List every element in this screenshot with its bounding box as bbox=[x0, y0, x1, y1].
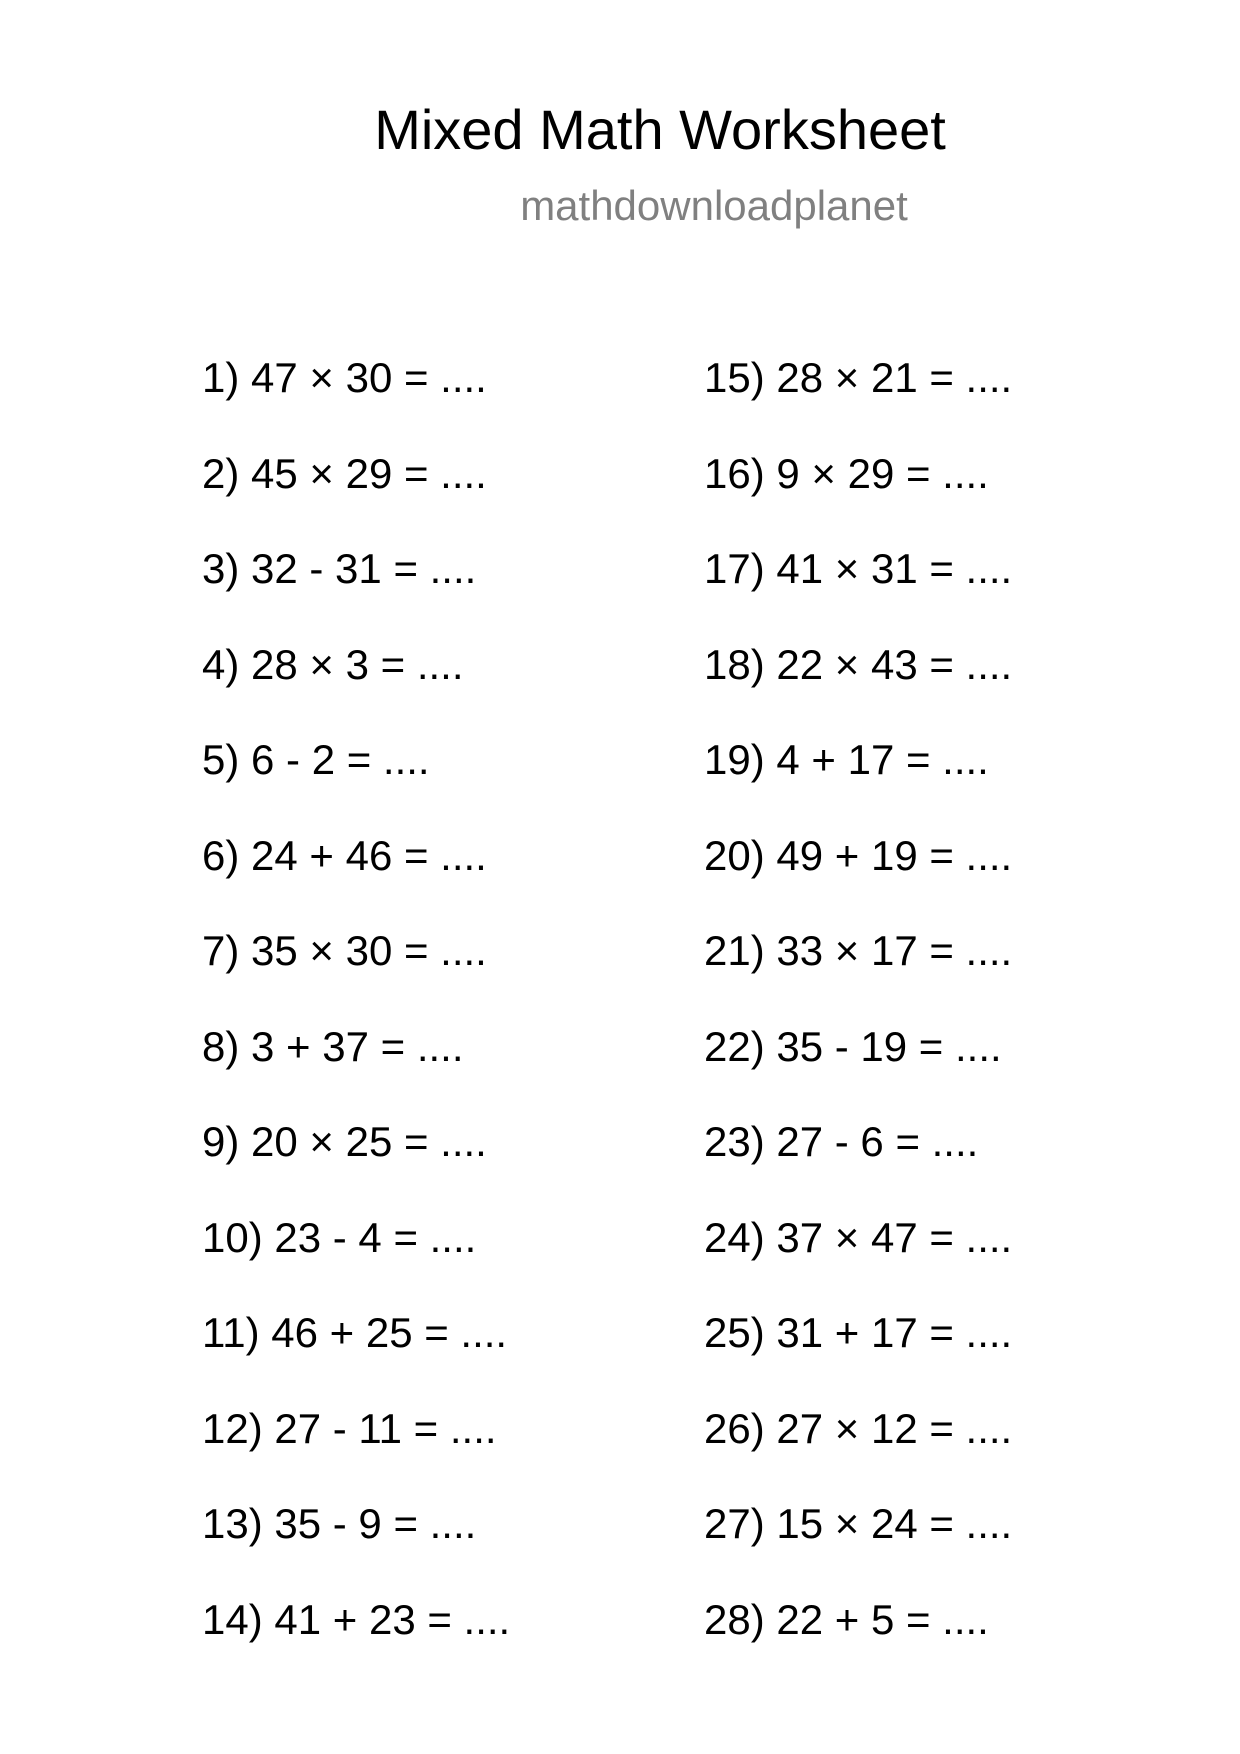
problem-column-right bbox=[704, 348, 1012, 1685]
problem-17: 17) 41 × 31 = .... bbox=[704, 545, 1013, 592]
problem-27: 27) 15 × 24 = .... bbox=[704, 1500, 1013, 1547]
problem-25: 25) 31 + 17 = .... bbox=[704, 1309, 1013, 1356]
problem-10: 10) 23 - 4 = .... bbox=[202, 1213, 477, 1261]
worksheet-title: Mixed Math Worksheet bbox=[374, 98, 946, 161]
problem-8: 8) 3 + 37 = .... bbox=[202, 1022, 464, 1070]
problem-11: 11) 46 + 25 = .... bbox=[202, 1309, 508, 1356]
problem-20: 20) 49 + 19 = .... bbox=[704, 831, 1013, 879]
problem-15: 15) 28 × 21 = .... bbox=[704, 354, 1013, 401]
problem-19: 19) 4 + 17 = .... bbox=[704, 736, 989, 783]
problem-6: 6) 24 + 46 = .... bbox=[202, 831, 487, 879]
problem-22: 22) 35 - 19 = .... bbox=[704, 1022, 1002, 1070]
problem-14: 14) 41 + 23 = .... bbox=[202, 1595, 511, 1643]
problem-2: 2) 45 × 29 = .... bbox=[202, 449, 487, 497]
problem-column-left bbox=[202, 348, 510, 1685]
problem-9: 9) 20 × 25 = .... bbox=[202, 1118, 487, 1165]
problem-18: 18) 22 × 43 = .... bbox=[704, 640, 1013, 688]
problem-12: 12) 27 - 11 = .... bbox=[202, 1404, 497, 1452]
problem-3: 3) 32 - 31 = .... bbox=[202, 545, 477, 592]
problem-5: 5) 6 - 2 = .... bbox=[202, 736, 430, 783]
worksheet-subtitle: mathdownloadplanet bbox=[520, 182, 908, 229]
problem-28: 28) 22 + 5 = .... bbox=[704, 1595, 989, 1643]
problem-4: 4) 28 × 3 = .... bbox=[202, 640, 464, 688]
problem-13: 13) 35 - 9 = .... bbox=[202, 1500, 477, 1547]
problem-16: 16) 9 × 29 = .... bbox=[704, 449, 989, 497]
problem-23: 23) 27 - 6 = .... bbox=[704, 1118, 979, 1165]
problem-24: 24) 37 × 47 = .... bbox=[704, 1213, 1013, 1261]
problem-26: 26) 27 × 12 = .... bbox=[704, 1404, 1013, 1452]
problem-21: 21) 33 × 17 = .... bbox=[704, 927, 1013, 974]
problem-7: 7) 35 × 30 = .... bbox=[202, 927, 487, 974]
problem-1: 1) 47 × 30 = .... bbox=[202, 354, 487, 401]
